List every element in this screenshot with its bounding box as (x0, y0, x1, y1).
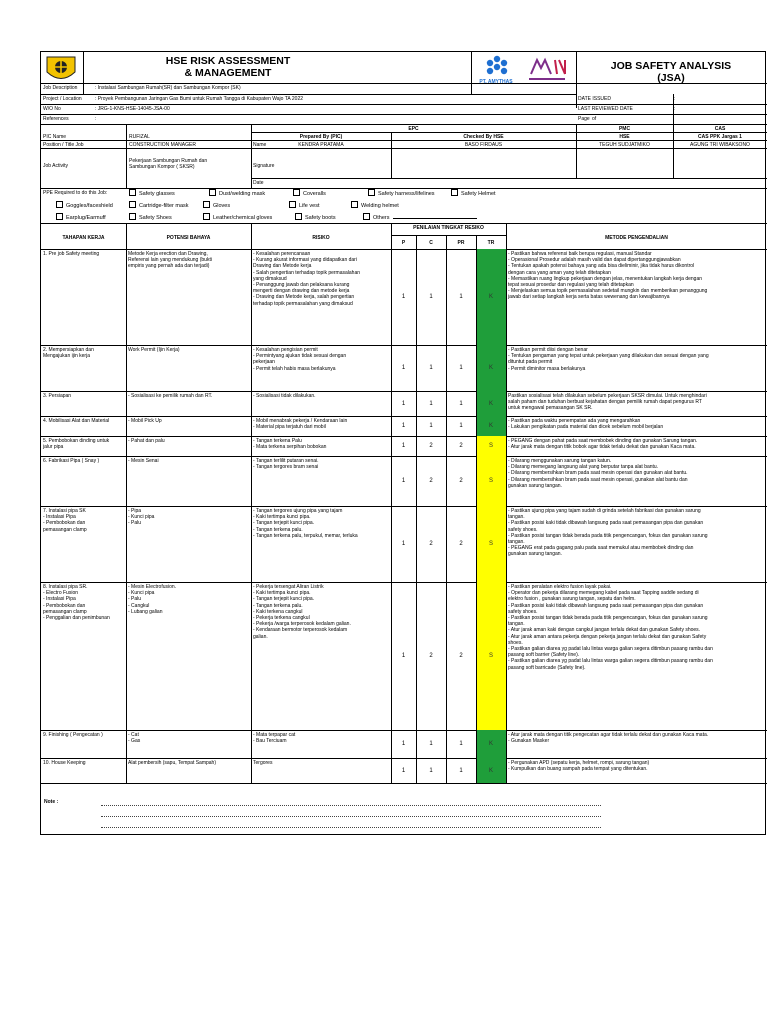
col-header-p: P (401, 240, 406, 246)
checkbox-icon (129, 189, 136, 196)
tr-cell: K (476, 345, 506, 391)
p-cell: 1 (401, 741, 406, 747)
risiko-cell: - Mobil menabrak pekerja / Kendaraan lain - Material pipa terjatuh dari mobil (253, 418, 348, 431)
risiko-cell: - Tangan terlilit putaran senai. - Tangan tergores bram senai (253, 458, 319, 471)
checkbox-icon (293, 189, 300, 196)
checked-by-label: Checked By HSE (463, 134, 504, 140)
date-label: Date (253, 180, 264, 186)
potensi-cell: Metode Kerja erection dan Drawing, Referensi lain yang mendukung (bukti empiris yang pernah ada dan terjadi) (128, 251, 212, 270)
c-cell: 2 (429, 541, 433, 547)
col-header-potensi: POTENSI BAHAYA (166, 235, 211, 241)
c-cell: 2 (429, 478, 433, 484)
metode-cell: - Pastikan ujung pipa yang tajam sudah di grinda setelah fabrikasi dan gunakan sarung tangan. - Pastikan posisi kaki tidak dibawah langsung pada saat pemasangan pipa dan gunakan safety shoes. - Pastikan posisi tangan tidak berada pada titik pengencangan, fokus dan gunakan sarung tangan. - PEGANG erat pada gagang palu pada saat memukul atau membobek dinding dan gunakan sarung tangan. (508, 508, 708, 558)
p-cell: 1 (401, 478, 406, 484)
checked-name: BASO FIRDAUS (464, 142, 503, 148)
c-cell: 1 (429, 423, 433, 429)
tahapan-cell: 2. Mempersiapkan dan Mengajukan ijin kerja (43, 347, 94, 360)
page-of: of (592, 116, 597, 122)
potensi-cell: - Mesin Electrofusion. - Kunci pipa - Palu - Cangkul - Lubang galian (128, 584, 177, 615)
c-cell: 1 (429, 767, 433, 774)
ppe-item[interactable]: Safety boots (295, 213, 336, 221)
tr-cell: S (476, 436, 506, 456)
tahapan-cell: 4. Mobilisasi Alat dan Material (43, 418, 110, 424)
jsa-title-line1: JOB SAFETY ANALYSIS (610, 60, 732, 72)
potensi-cell: Work Permit (Ijin Kerja) (128, 347, 180, 353)
name-label: Name (253, 142, 267, 148)
wo-value: : JRG-1-KNS-HSE-14045-JSA-00 (95, 106, 170, 112)
hse-title-line1: HSE RISK ASSESSMENT (165, 55, 291, 67)
col-header-pr: PR (457, 240, 465, 246)
ppe-item[interactable]: Safety harness/lifelines (368, 189, 435, 197)
ppe-item[interactable]: Goggles/faceshield (56, 201, 113, 209)
ppe-item[interactable]: Others (363, 213, 477, 221)
metode-cell: - PEGANG dengan pahat pada saat membobek dinding dan gunakan Sarung tangan. - Atur jarak mata dengan titik bobok agar tidak terlalu dekat dan gunakan Kaca mata. (508, 438, 698, 451)
p-cell: 1 (401, 653, 406, 659)
tahapan-cell: 10. House Keeping (43, 760, 86, 766)
note-line[interactable] (101, 827, 601, 828)
cas-header: CAS (714, 126, 726, 132)
risiko-cell: - Kesalahan pengisian permit - Permintyang ajukan tidak sesuai dengan pekerjaan - Permit telah habis masa berlakunya (253, 347, 347, 372)
c-cell: 1 (429, 365, 433, 371)
partner-logo (523, 56, 571, 84)
risiko-cell: - Kesalahan perencanaan - Kurang akurat informasi yang didapatkan dari Drawing dan Metode kerja - Salah pengertian terhadap topik permasalahan yang dimaksud - Penanggung jawab dan pelaksana kurang mengerti dengan drawing dan metode kerja - Drawing dan Metode kerja, salah pengertian terhadap topik permasalahan yang dimaksud (253, 251, 361, 307)
risiko-cell: - Tangan tergores ujung pipa yang tajam - Kaki tertimpa kunci pipa. - Tangan terjepit kunci pipa. - Tangan terkena palu. - Tangan terkena palu, terpukul, memar, terluka (253, 508, 358, 539)
ppe-item[interactable]: Earplug/Earmuff (56, 213, 106, 221)
note-label: Note : (44, 799, 59, 805)
risiko-cell: Tergores (253, 760, 273, 766)
col-header-tr: TR (487, 240, 495, 246)
col-header-c: C (429, 240, 433, 246)
tr-cell: S (476, 456, 506, 506)
pr-cell: 2 (459, 541, 463, 547)
pr-cell: 2 (459, 653, 463, 659)
pr-cell: 2 (459, 443, 463, 449)
ppe-item[interactable]: Safety Helmet (451, 189, 496, 197)
pr-cell: 1 (459, 365, 463, 371)
risiko-cell: - Pekerja tersengat Aliran Listrik - Kaki tertimpa kunci pipa. - Tangan terjepit kunci pipa. - Tangan terkena palu. - Kaki terkena cangkul - Pekerja terkena cangkul - Pekerja /warga terperosok kedalam galian. - Kendaraan bermotor terperosok kedalam galian. (253, 584, 351, 640)
potensi-cell: - Mobil Pick Up (128, 418, 162, 424)
pr-cell: 2 (459, 478, 463, 484)
pr-cell: 1 (459, 767, 463, 774)
others-blank[interactable] (393, 214, 477, 219)
references-value: : (95, 116, 97, 122)
hse-title-line2: & MANAGEMENT (184, 67, 272, 79)
position-label: Position / Title Job (43, 142, 84, 148)
risiko-cell: - Sosialisasi tidak dilakukan. (253, 393, 316, 399)
ppe-item[interactable]: Safety Shoes (129, 213, 172, 221)
checkbox-icon (351, 201, 358, 208)
epc-header: EPC (408, 126, 419, 132)
jsa-title-line2: (JSA) (657, 72, 685, 84)
ppe-item[interactable]: Dust/welding mask (209, 189, 265, 197)
metode-cell: - Atur jarak mata dengan titik pengecatan agar tidak terlalu dekat dan gunakan Kaca mata. - Gunakan Masker (508, 732, 709, 745)
tr-cell: K (476, 391, 506, 416)
date-issued-value: : (674, 96, 676, 102)
tr-cell: K (476, 416, 506, 436)
checkbox-icon (203, 213, 210, 220)
metode-cell: Pastikan sosialisasi telah dilakukan sebelum pekerjaan SKSR dimulai. Untuk menghindari salah paham dan tuduhan berbuat kejahatan dengan pemilik rumah dapat pengurus RT untuk mengawal pemasangan SK SR. (508, 393, 707, 412)
ppe-item[interactable]: Gloves (203, 201, 230, 209)
tr-cell: K (476, 249, 506, 345)
last-reviewed-label: LAST REVIEWED DATE (578, 106, 633, 112)
checkbox-icon (451, 189, 458, 196)
potensi-cell: - Mesin Senai (128, 458, 159, 464)
wo-label: W/O No (43, 106, 61, 112)
tahapan-cell: 5. Pembobokan dinding untuk jalur pipa (43, 438, 110, 451)
note-line[interactable] (101, 816, 601, 817)
potensi-cell: - Cat - Gas (128, 732, 141, 745)
tahapan-cell: 3. Persiapan (43, 393, 72, 399)
prepared-by-label: Prepared By (PIC) (299, 134, 343, 140)
metode-cell: - Pastikan peralatan elektro fusion layak pakai. - Operator dan pekerja dilarang memegang kabel pada saat Tapping saddle sedang di elektro fusion , gunakan sarung tangan, sepatu dan helm. - Pastikan posisi kaki tidak dibawah langsung pada saat pemasangan pipa dan gunakan safety shoes. - Pastikan posisi tangan tidak berada pada titik pengencangan, fokus dan gunakan sarung tangan. - Atur jarak aman kaki dengan cangkul jangan terlalu dekat dan gunakan Safety shoes. - Atur jarak aman antara pekerja dengan pekerja jangan terlalu dekat dan gunakan Safety shoes. - Pastikan galian diarea yg padat lalu lintas warga galian segera ditimbun pasang rambu dan pasang soft barrier (Safety line). - Pastikan galian diarea yg padat lalu lintas warga galian segera ditimbun pasang rambu dan pasang soft barricade (Safety line). (508, 584, 713, 671)
job-activity-label: Job Activity (43, 163, 69, 169)
potensi-cell: - Pipa - Kunci pipa - Palu (128, 508, 155, 527)
potensi-cell: - Pahat dan palu (128, 438, 165, 444)
checkbox-icon (295, 213, 302, 220)
amythas-name: PT. AMYTHAS (479, 79, 513, 85)
checkbox-icon (56, 213, 63, 220)
last-reviewed-value: : (674, 106, 676, 112)
tahapan-cell: 8. Instalasi pipa SR. - Electro Fusion - Instalasi Pipa - Pembobokan dan pemasangan clamp - Penggalian dan penimbunan (43, 584, 110, 622)
references-label: References (43, 116, 69, 122)
pr-cell: 1 (459, 294, 463, 300)
metode-cell: - Pastikan bahwa referensi baik berupa regulasi, manual Standar - Operasional Prosedur adalah masih valid dan dapat dipertanggungjawabkan - Tentukan apakah potensi bahaya yang ada bisa dieliminir, jika tidak harus dikontrol dengan cara yang aman yang telah ditetapkan - Memastikan ruang lingkup pekerjaan dengan jelas, menentukan langkah kerja dengan tepat sesuai prosedur dan regulasi yang telah ditetapkan - Menjelaskan semua topik permasalahan sedetail mungkin dan memberikan penanggung jawab dari setiap langkah kerja serta batas wewenang dan kewajibannya (508, 251, 708, 301)
tr-cell: K (476, 730, 506, 758)
job-description-value: : Instalasi Sambungan Rumah(SR) dan Sambungan Kompor (SK) (95, 85, 241, 91)
project-label: Project / Location (43, 96, 82, 102)
hse-label: HSE (619, 134, 630, 140)
metode-cell: - Pastikan permit diisi dengan benar - Tentukan pengaman yang tepat untuk pekerjaan yang dilakukan dan sesuai dengan yang dituntut pada permit - Permit diminitor masa berlakunya (508, 347, 709, 372)
checkbox-icon (129, 201, 136, 208)
risiko-cell: - Mata terpapar cat - Bau Terciuam (253, 732, 296, 745)
potensi-cell: Alat pembersih (sapu, Tempat Sampah) (128, 760, 217, 766)
job-description-label: Job Description (43, 85, 78, 91)
project-value: : Proyek Pembangunan Jaringan Gas Bumi untuk Rumah Tangga di Kabupaten Wajo TA 2022 (95, 96, 304, 102)
company-logo (43, 54, 79, 86)
ppe-item[interactable]: Coveralls (293, 189, 326, 197)
date-issued-label: DATE ISSUED (578, 96, 611, 102)
prepared-name: KENDRA PRATAMA (298, 142, 344, 148)
hse-name: TEGUH SUDJATMIKO (599, 142, 650, 148)
c-cell: 1 (429, 294, 433, 300)
tahapan-cell: 7. Instalasi pipa SK - Instalasi Pipa - Pembobokan dan pemasangan clamp (43, 508, 87, 533)
checkbox-icon (209, 189, 216, 196)
p-cell: 1 (401, 541, 406, 547)
risiko-cell: - Tangan terkena Palu - Mata terkena serpihan bobokan (253, 438, 327, 451)
signature-label: Signature (253, 163, 275, 169)
checkbox-icon (203, 201, 210, 208)
cas-ppk-label: CAS PPK Jargas 1 (698, 134, 742, 140)
checkbox-icon (56, 201, 63, 208)
c-cell: 2 (429, 443, 433, 449)
col-header-tahapan: TAHAPAN KERJA (62, 235, 105, 241)
pr-cell: 1 (459, 741, 463, 747)
ppe-item[interactable]: Leather/chemical gloves (203, 213, 272, 221)
metode-cell: - Pastikan pada waktu penempatan ada yang mengarahkan - Lakukan pengikatan pada material dan dicek sebelum mobil berjalan (508, 418, 664, 431)
checkbox-icon (289, 201, 296, 208)
cas-name: AGUNG TRI WIBAKSONO (690, 142, 750, 148)
col-header-risiko: RISIKO (312, 235, 330, 241)
checkbox-icon (363, 213, 370, 220)
pmc-header: PMC (618, 126, 631, 132)
p-cell: 1 (401, 423, 406, 429)
p-cell: 1 (401, 400, 406, 407)
tahapan-cell: 1. Pre job Safety meeting (43, 251, 100, 257)
pic-name-value: RUFIZAL (129, 134, 150, 140)
pr-cell: 1 (459, 423, 463, 429)
potensi-cell: - Sosialisasi ke pemilik rumah dan RT. (128, 393, 213, 399)
ppe-item[interactable]: Welding helmet (351, 201, 399, 209)
p-cell: 1 (401, 767, 406, 774)
pr-cell: 1 (459, 400, 463, 407)
ppe-item[interactable]: Life vest (289, 201, 319, 209)
c-cell: 1 (429, 741, 433, 747)
checkbox-icon (129, 213, 136, 220)
col-header-penilaian: PENILAIAN TINGKAT RESIKO (413, 225, 484, 231)
tr-cell: K (476, 758, 506, 783)
ppe-label: PPE Required to do this Job: (43, 190, 108, 196)
c-cell: 1 (429, 400, 433, 407)
p-cell: 1 (401, 443, 406, 449)
tahapan-cell: 6. Fabrikasi Pipa ( Snay ) (43, 458, 100, 464)
p-cell: 1 (401, 294, 406, 300)
tr-cell: S (476, 506, 506, 582)
pic-name-label: PIC Name (43, 134, 67, 140)
jsa-form-sheet (40, 51, 766, 835)
ppe-item[interactable]: Cartridge-filter mask (129, 201, 189, 209)
ppe-item[interactable]: Safety glasses (129, 189, 175, 197)
c-cell: 2 (429, 653, 433, 659)
page-label: Page (578, 116, 590, 122)
tahapan-cell: 9. Finishing ( Pengecatan ) (43, 732, 103, 738)
p-cell: 1 (401, 365, 406, 371)
checkbox-icon (368, 189, 375, 196)
metode-cell: - Pergunakan APD (sepatu kerja, helmet, rompi, sarung tangan) - Kumpulkan dan buang sampah pada tempat yang ditentukan. (508, 760, 650, 773)
col-header-metode: METODE PENGENDALIAN (605, 235, 668, 241)
tr-cell: S (476, 582, 506, 730)
position-value: CONSTRUCTION MANAGER (129, 142, 196, 148)
job-activity-value: Pekerjaan Sambungan Rumah dan Sambungan Kompor ( SKSR) (129, 158, 208, 171)
note-line[interactable] (101, 805, 601, 806)
metode-cell: - Dilarang menggunakan sarung tangan katun. - Dilarang memegang langsung alat yang berputar tanpa alat bantu. - Dilarang membersihkan bram pada saat mesin operasi dan gunakan alat bantu. - Dilarang membersihkan bram pada saat mesin operasi, gunakan alat bantu dan gunakan sarung tangan. (508, 458, 688, 489)
